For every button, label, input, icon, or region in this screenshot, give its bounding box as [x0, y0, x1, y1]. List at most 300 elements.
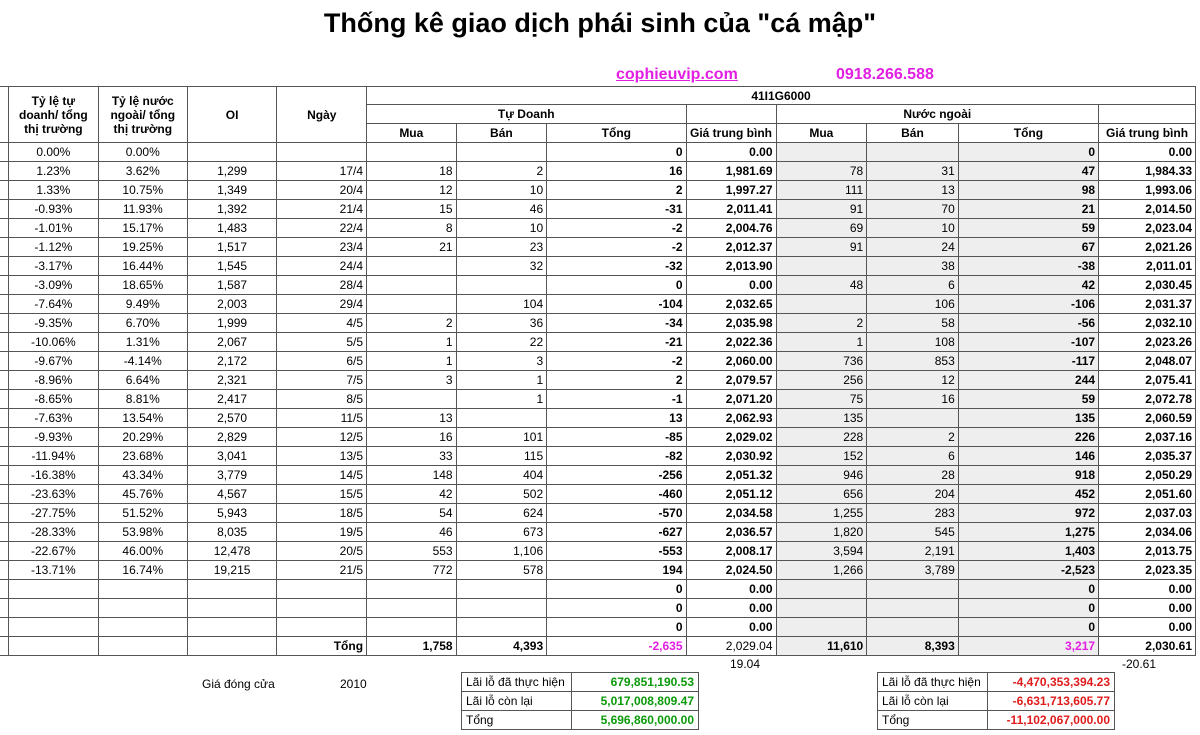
cell-foreign-total: 146 [958, 447, 1098, 466]
cell-prop-total: 2 [547, 181, 686, 200]
cell-ratio-prop: -28.33% [8, 523, 98, 542]
cell-foreign-sell [867, 618, 959, 637]
pl-label: Lãi lỗ đã thực hiện [462, 673, 572, 692]
totals-foreign-buy: 11,610 [776, 637, 867, 656]
header-oi: OI [187, 87, 277, 143]
cell-foreign-sell: 283 [867, 504, 959, 523]
cell-date: 6/5 [277, 352, 367, 371]
cell-foreign-buy: 135 [776, 409, 867, 428]
row-stub [0, 504, 8, 523]
cell-foreign-buy [776, 599, 867, 618]
cell-prop-total: -104 [547, 295, 686, 314]
row-stub [0, 276, 8, 295]
cell-prop-buy: 3 [367, 371, 457, 390]
cell-prop-sell: 502 [456, 485, 547, 504]
cell-ratio-foreign: 46.00% [98, 542, 187, 561]
cell-date: 23/4 [277, 238, 367, 257]
cell-oi: 1,517 [187, 238, 277, 257]
pl-value: 5,017,008,809.47 [572, 692, 699, 711]
cell-ratio-foreign: 45.76% [98, 485, 187, 504]
cell-date: 7/5 [277, 371, 367, 390]
cell-foreign-buy [776, 580, 867, 599]
cell-oi: 4,567 [187, 485, 277, 504]
cell-prop-total: -85 [547, 428, 686, 447]
cell-foreign-total: 972 [958, 504, 1098, 523]
cell-foreign-buy: 152 [776, 447, 867, 466]
avg-diff-prop: 19.04 [730, 657, 761, 671]
cell-oi: 3,779 [187, 466, 277, 485]
cell-prop-buy [367, 599, 457, 618]
cell-prop-avg: 2,071.20 [686, 390, 776, 409]
cell-foreign-buy: 256 [776, 371, 867, 390]
cell-prop-total: -627 [547, 523, 686, 542]
cell-foreign-sell: 31 [867, 162, 959, 181]
cell-foreign-total: 42 [958, 276, 1098, 295]
cell-prop-total: 0 [547, 143, 686, 162]
table-row [0, 314, 1196, 333]
pl-label: Tổng [878, 711, 988, 730]
cell-oi: 2,417 [187, 390, 277, 409]
cell-foreign-avg: 0.00 [1099, 599, 1196, 618]
row-stub [0, 599, 8, 618]
cell-foreign-avg: 2,037.03 [1099, 504, 1196, 523]
cell-prop-buy: 2 [367, 314, 457, 333]
cell-prop-sell [456, 580, 547, 599]
cell-ratio-prop: -22.67% [8, 542, 98, 561]
cell-foreign-avg: 1,984.33 [1099, 162, 1196, 181]
cell-ratio-prop: -10.06% [8, 333, 98, 352]
table-row [0, 428, 1196, 447]
row-stub [0, 314, 8, 333]
cell-prop-sell [456, 599, 547, 618]
cell-prop-buy: 16 [367, 428, 457, 447]
cell-prop-buy [367, 618, 457, 637]
table-row [0, 618, 1196, 637]
cell-ratio-prop: 1.23% [8, 162, 98, 181]
cell-date: 12/5 [277, 428, 367, 447]
cell-prop-total: -460 [547, 485, 686, 504]
cell-foreign-sell: 13 [867, 181, 959, 200]
cell-oi: 1,392 [187, 200, 277, 219]
cell-prop-buy [367, 143, 457, 162]
cell-foreign-buy: 91 [776, 238, 867, 257]
cell-foreign-total: 918 [958, 466, 1098, 485]
cell-prop-buy [367, 257, 457, 276]
header-spacer [1099, 105, 1196, 124]
cell-foreign-buy: 1,266 [776, 561, 867, 580]
cell-date: 21/4 [277, 200, 367, 219]
cell-prop-sell: 22 [456, 333, 547, 352]
close-price-value: 2010 [340, 677, 367, 691]
table-row [0, 219, 1196, 238]
cell-ratio-foreign: 3.62% [98, 162, 187, 181]
cell-prop-buy: 772 [367, 561, 457, 580]
cell-oi: 2,829 [187, 428, 277, 447]
cell-oi: 2,003 [187, 295, 277, 314]
header-ratio-prop: Tỷ lệ tự doanh/ tổng thị trường [8, 87, 98, 143]
pl-value: 5,696,860,000.00 [572, 711, 699, 730]
table-row [0, 542, 1196, 561]
page-title: Thống kê giao dịch phái sinh của "cá mập" [323, 8, 877, 38]
cell-prop-total: -553 [547, 542, 686, 561]
cell-foreign-avg: 2,032.10 [1099, 314, 1196, 333]
cell-ratio-prop: -9.93% [8, 428, 98, 447]
cell-prop-buy: 21 [367, 238, 457, 257]
row-stub [0, 580, 8, 599]
cell-ratio-prop: -0.93% [8, 200, 98, 219]
cell-prop-buy: 33 [367, 447, 457, 466]
totals-foreign-avg: 2,030.61 [1099, 637, 1196, 656]
cell-oi: 1,299 [187, 162, 277, 181]
cell-prop-total: -256 [547, 466, 686, 485]
row-stub [0, 466, 8, 485]
cell-date: 19/5 [277, 523, 367, 542]
pl-prop-table [461, 672, 699, 730]
cell-prop-sell [456, 143, 547, 162]
cell-foreign-sell: 853 [867, 352, 959, 371]
cell-prop-avg: 2,051.32 [686, 466, 776, 485]
totals-cell [98, 637, 187, 656]
pl-row [878, 711, 1115, 730]
cell-prop-buy: 46 [367, 523, 457, 542]
cell-ratio-foreign: 53.98% [98, 523, 187, 542]
cell-prop-avg: 2,060.00 [686, 352, 776, 371]
cell-prop-sell: 101 [456, 428, 547, 447]
cell-ratio-prop: -3.17% [8, 257, 98, 276]
cell-prop-total: -570 [547, 504, 686, 523]
cell-ratio-foreign [98, 580, 187, 599]
cell-foreign-total: -56 [958, 314, 1098, 333]
cell-foreign-buy: 1 [776, 333, 867, 352]
cell-foreign-sell: 70 [867, 200, 959, 219]
cell-foreign-buy: 736 [776, 352, 867, 371]
row-stub [0, 87, 8, 143]
cell-date: 24/4 [277, 257, 367, 276]
cell-ratio-foreign: 16.74% [98, 561, 187, 580]
close-price-label: Giá đóng cửa [202, 677, 275, 691]
cell-foreign-avg: 0.00 [1099, 143, 1196, 162]
cell-ratio-prop [8, 599, 98, 618]
cell-prop-avg: 2,079.57 [686, 371, 776, 390]
totals-foreign-total: 3,217 [958, 637, 1098, 656]
cell-prop-buy: 8 [367, 219, 457, 238]
table-row [0, 181, 1196, 200]
cell-date: 22/4 [277, 219, 367, 238]
cell-ratio-foreign: 0.00% [98, 143, 187, 162]
cell-prop-avg: 2,024.50 [686, 561, 776, 580]
cell-foreign-buy: 1,255 [776, 504, 867, 523]
cell-foreign-avg: 2,048.07 [1099, 352, 1196, 371]
cell-foreign-avg: 2,051.60 [1099, 485, 1196, 504]
row-stub [0, 618, 8, 637]
cell-prop-buy: 15 [367, 200, 457, 219]
cell-foreign-buy [776, 618, 867, 637]
cell-ratio-foreign: 51.52% [98, 504, 187, 523]
header-prop-avg: Giá trung bình [686, 124, 776, 143]
cell-foreign-total: 0 [958, 143, 1098, 162]
cell-date: 11/5 [277, 409, 367, 428]
table-row [0, 352, 1196, 371]
cell-ratio-prop: -7.64% [8, 295, 98, 314]
cell-prop-total: -2 [547, 238, 686, 257]
cell-ratio-foreign: 23.68% [98, 447, 187, 466]
cell-foreign-sell: 16 [867, 390, 959, 409]
header-date: Ngày [277, 87, 367, 143]
header-foreign-total: Tổng [958, 124, 1098, 143]
cell-date: 21/5 [277, 561, 367, 580]
cell-date: 20/4 [277, 181, 367, 200]
cell-ratio-foreign: 13.54% [98, 409, 187, 428]
cell-foreign-sell: 10 [867, 219, 959, 238]
cell-prop-sell: 36 [456, 314, 547, 333]
cell-date [277, 599, 367, 618]
row-stub [0, 409, 8, 428]
cell-oi [187, 580, 277, 599]
cell-oi: 2,321 [187, 371, 277, 390]
cell-ratio-prop: -11.94% [8, 447, 98, 466]
table-row [0, 162, 1196, 181]
cell-ratio-foreign: 11.93% [98, 200, 187, 219]
totals-cell [8, 637, 98, 656]
pl-row [462, 673, 699, 692]
cell-foreign-sell [867, 409, 959, 428]
cell-prop-avg: 1,981.69 [686, 162, 776, 181]
cell-prop-avg: 1,997.27 [686, 181, 776, 200]
table-row [0, 523, 1196, 542]
cell-foreign-sell: 58 [867, 314, 959, 333]
cell-foreign-buy: 48 [776, 276, 867, 295]
cell-prop-sell: 104 [456, 295, 547, 314]
cell-prop-total: 0 [547, 580, 686, 599]
cell-foreign-total: 0 [958, 599, 1098, 618]
table-row [0, 504, 1196, 523]
cell-prop-buy [367, 580, 457, 599]
cell-ratio-prop: 1.33% [8, 181, 98, 200]
cell-prop-total: -1 [547, 390, 686, 409]
phone-number: 0918.266.588 [836, 66, 934, 83]
cell-prop-sell: 46 [456, 200, 547, 219]
table-row [0, 238, 1196, 257]
cell-ratio-foreign: 6.70% [98, 314, 187, 333]
table-row [0, 485, 1196, 504]
cell-ratio-foreign [98, 618, 187, 637]
cell-oi [187, 618, 277, 637]
table-row [0, 257, 1196, 276]
cell-foreign-buy: 78 [776, 162, 867, 181]
row-stub [0, 447, 8, 466]
cell-prop-sell: 673 [456, 523, 547, 542]
cell-prop-total: -21 [547, 333, 686, 352]
cell-prop-sell: 32 [456, 257, 547, 276]
cell-prop-total: 2 [547, 371, 686, 390]
cell-ratio-prop: -1.12% [8, 238, 98, 257]
cell-date: 13/5 [277, 447, 367, 466]
cell-foreign-sell: 2 [867, 428, 959, 447]
cell-prop-avg: 2,030.92 [686, 447, 776, 466]
cell-foreign-avg: 2,021.26 [1099, 238, 1196, 257]
cell-date [277, 580, 367, 599]
cell-foreign-sell: 6 [867, 276, 959, 295]
cell-oi [187, 143, 277, 162]
totals-label: Tổng [277, 637, 367, 656]
row-stub [0, 371, 8, 390]
cell-foreign-avg: 2,060.59 [1099, 409, 1196, 428]
row-stub [0, 257, 8, 276]
cell-prop-buy: 54 [367, 504, 457, 523]
cell-prop-buy: 18 [367, 162, 457, 181]
cell-date: 29/4 [277, 295, 367, 314]
cell-foreign-total: 244 [958, 371, 1098, 390]
cell-foreign-total: 0 [958, 618, 1098, 637]
header-contract: 41I1G6000 [367, 87, 1196, 105]
pl-label: Lãi lỗ còn lại [878, 692, 988, 711]
cell-prop-total: 0 [547, 618, 686, 637]
cell-foreign-avg: 0.00 [1099, 580, 1196, 599]
cell-date: 28/4 [277, 276, 367, 295]
row-stub [0, 295, 8, 314]
row-stub [0, 637, 8, 656]
cell-foreign-avg: 2,037.16 [1099, 428, 1196, 447]
cell-prop-buy [367, 390, 457, 409]
cell-foreign-total: 1,275 [958, 523, 1098, 542]
pl-value: -6,631,713,605.77 [988, 692, 1115, 711]
cell-foreign-avg: 2,023.04 [1099, 219, 1196, 238]
row-stub [0, 428, 8, 447]
cell-foreign-sell: 545 [867, 523, 959, 542]
row-stub [0, 219, 8, 238]
cell-prop-buy: 12 [367, 181, 457, 200]
cell-oi: 12,478 [187, 542, 277, 561]
cell-foreign-total: -107 [958, 333, 1098, 352]
cell-prop-avg: 0.00 [686, 599, 776, 618]
cell-date: 20/5 [277, 542, 367, 561]
cell-foreign-total: 98 [958, 181, 1098, 200]
cell-foreign-total: 226 [958, 428, 1098, 447]
cell-prop-avg: 0.00 [686, 276, 776, 295]
cell-prop-avg: 2,034.58 [686, 504, 776, 523]
cell-foreign-avg: 0.00 [1099, 618, 1196, 637]
pl-value: -11,102,067,000.00 [988, 711, 1115, 730]
row-stub [0, 352, 8, 371]
cell-prop-buy: 1 [367, 333, 457, 352]
cell-prop-buy: 148 [367, 466, 457, 485]
cell-date: 8/5 [277, 390, 367, 409]
cell-foreign-total: 47 [958, 162, 1098, 181]
avg-diff-foreign: -20.61 [1122, 657, 1157, 671]
table-row [0, 371, 1196, 390]
totals-prop-sell: 4,393 [456, 637, 547, 656]
row-stub [0, 333, 8, 352]
row-stub [0, 238, 8, 257]
cell-prop-sell [456, 618, 547, 637]
cell-oi: 1,483 [187, 219, 277, 238]
cell-prop-avg: 0.00 [686, 618, 776, 637]
cell-foreign-avg: 2,072.78 [1099, 390, 1196, 409]
header-prop-group: Tự Doanh [367, 105, 686, 124]
cell-prop-total: 0 [547, 599, 686, 618]
cell-prop-buy: 553 [367, 542, 457, 561]
cell-ratio-foreign: 10.75% [98, 181, 187, 200]
cell-ratio-foreign: 8.81% [98, 390, 187, 409]
cell-foreign-sell: 108 [867, 333, 959, 352]
cell-foreign-avg: 2,035.37 [1099, 447, 1196, 466]
cell-prop-total: -2 [547, 352, 686, 371]
cell-foreign-buy: 75 [776, 390, 867, 409]
table-row [0, 333, 1196, 352]
cell-foreign-sell: 3,789 [867, 561, 959, 580]
cell-prop-avg: 0.00 [686, 143, 776, 162]
cell-oi: 1,545 [187, 257, 277, 276]
cell-ratio-foreign: 15.17% [98, 219, 187, 238]
cell-oi: 2,067 [187, 333, 277, 352]
cell-ratio-foreign: 9.49% [98, 295, 187, 314]
header-prop-buy: Mua [367, 124, 457, 143]
cell-foreign-avg: 2,013.75 [1099, 542, 1196, 561]
cell-prop-total: -2 [547, 219, 686, 238]
cell-foreign-avg: 2,023.35 [1099, 561, 1196, 580]
cell-ratio-prop: -8.65% [8, 390, 98, 409]
table-row [0, 295, 1196, 314]
cell-ratio-prop: -16.38% [8, 466, 98, 485]
cell-prop-total: -34 [547, 314, 686, 333]
cell-prop-sell: 115 [456, 447, 547, 466]
row-stub [0, 200, 8, 219]
cell-foreign-buy [776, 143, 867, 162]
cell-prop-total: 16 [547, 162, 686, 181]
cell-ratio-prop: -13.71% [8, 561, 98, 580]
cell-ratio-foreign: 16.44% [98, 257, 187, 276]
cell-prop-sell: 624 [456, 504, 547, 523]
cell-prop-total: 194 [547, 561, 686, 580]
header-foreign-sell: Bán [867, 124, 959, 143]
table-row [0, 409, 1196, 428]
row-stub [0, 542, 8, 561]
cell-prop-avg: 2,051.12 [686, 485, 776, 504]
cell-ratio-prop: -1.01% [8, 219, 98, 238]
pl-label: Lãi lỗ còn lại [462, 692, 572, 711]
cell-ratio-foreign: 1.31% [98, 333, 187, 352]
cell-foreign-total: 452 [958, 485, 1098, 504]
cell-foreign-total: -106 [958, 295, 1098, 314]
cell-foreign-buy: 69 [776, 219, 867, 238]
cell-prop-total: -82 [547, 447, 686, 466]
cell-oi: 1,349 [187, 181, 277, 200]
cell-prop-total: -31 [547, 200, 686, 219]
cell-foreign-buy: 111 [776, 181, 867, 200]
cell-foreign-avg: 2,011.01 [1099, 257, 1196, 276]
cell-oi [187, 599, 277, 618]
cell-foreign-sell: 106 [867, 295, 959, 314]
cell-foreign-total: 0 [958, 580, 1098, 599]
cell-foreign-avg: 2,030.45 [1099, 276, 1196, 295]
cell-foreign-buy [776, 257, 867, 276]
table-row [0, 580, 1196, 599]
cell-prop-sell: 10 [456, 219, 547, 238]
cell-foreign-buy: 3,594 [776, 542, 867, 561]
cell-date [277, 618, 367, 637]
cell-ratio-prop [8, 618, 98, 637]
website-link[interactable]: cophieuvip.com [616, 66, 738, 83]
cell-prop-sell: 23 [456, 238, 547, 257]
cell-foreign-sell: 24 [867, 238, 959, 257]
cell-foreign-buy: 91 [776, 200, 867, 219]
cell-foreign-total: 135 [958, 409, 1098, 428]
cell-prop-buy [367, 295, 457, 314]
header-spacer [686, 105, 776, 124]
table-row [0, 143, 1196, 162]
header-prop-sell: Bán [456, 124, 547, 143]
cell-prop-buy [367, 276, 457, 295]
